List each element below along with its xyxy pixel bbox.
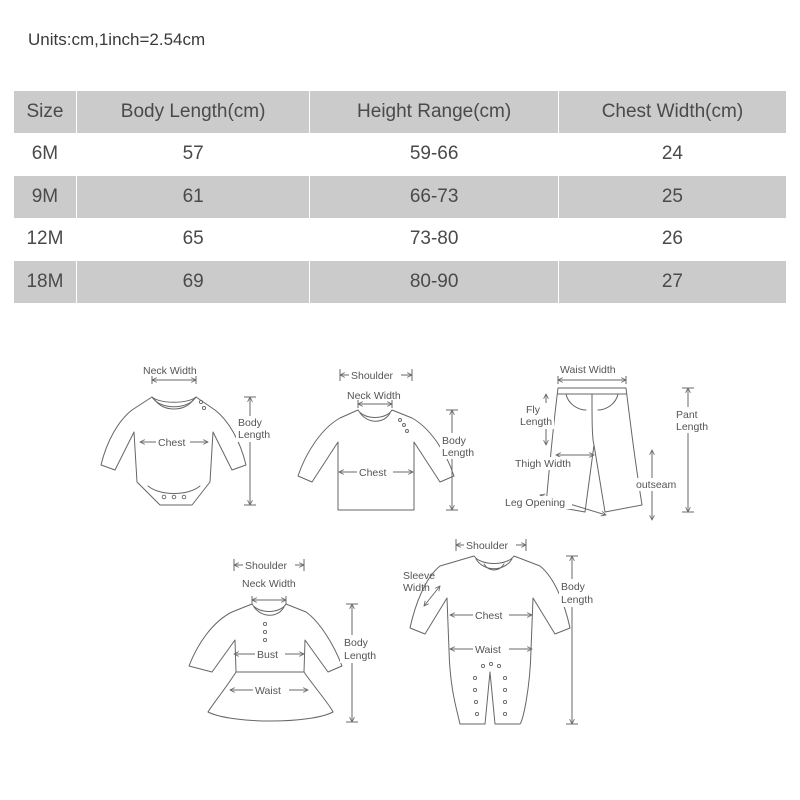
shirt-outline <box>298 410 454 510</box>
table-header-row <box>14 91 786 133</box>
label-neck-width: Neck Width <box>347 390 401 402</box>
label-chest: Chest <box>158 437 186 449</box>
table-row <box>14 176 786 219</box>
label-bust: Bust <box>257 649 279 661</box>
label-body-length: Body <box>442 435 466 447</box>
cell-size: 6M <box>31 143 59 165</box>
table-row <box>14 218 786 261</box>
label-neck-width: Neck Width <box>143 365 197 377</box>
cell-size: 12M <box>26 228 64 250</box>
units-note: Units:cm,1inch=2.54cm <box>28 30 206 49</box>
label-fly-length: Fly <box>526 404 540 416</box>
table-row <box>14 261 786 304</box>
label-chest: Chest <box>359 467 387 479</box>
cell-height-range: 66-73 <box>310 176 558 219</box>
label-sleeve-width: Sleeve <box>403 570 436 582</box>
label-shoulder: Shoulder <box>245 560 288 572</box>
header-height-range: Height Range(cm) <box>310 91 558 133</box>
label-body-length: Body <box>561 581 585 593</box>
label-chest: Chest <box>475 610 503 622</box>
cell-body-length: 57 <box>76 133 309 176</box>
cell-height-range: 80-90 <box>310 261 558 304</box>
shirt-diagram <box>298 368 480 510</box>
dress-diagram <box>189 558 382 722</box>
label-waist: Waist <box>475 644 501 656</box>
label-body-length: Body <box>344 637 368 649</box>
label-waist-width: Waist Width <box>560 364 616 376</box>
label-fly-length-2: Length <box>520 416 553 428</box>
pants-diagram <box>504 364 714 520</box>
cell-chest-width: 27 <box>558 261 786 304</box>
measurement-diagrams <box>0 340 800 800</box>
label-outseam: outseam <box>636 479 677 491</box>
label-shoulder: Shoulder <box>351 370 394 382</box>
cell-body-length: 61 <box>76 176 309 219</box>
romper-diagram <box>403 538 601 724</box>
label-sleeve-width-2: Width <box>403 582 430 594</box>
label-body-length-2: Length <box>561 594 594 606</box>
label-pant-length: Pant <box>676 409 698 421</box>
cell-height-range: 59-66 <box>310 133 558 176</box>
cell-chest-width: 26 <box>558 218 786 261</box>
cell-height-range: 73-80 <box>310 218 558 261</box>
label-leg-opening: Leg Opening <box>505 497 566 509</box>
cell-chest-width: 24 <box>558 133 786 176</box>
bodysuit-diagram <box>101 365 276 505</box>
label-thigh-width: Thigh Width <box>515 458 572 470</box>
size-chart-table <box>14 91 786 303</box>
cell-chest-width: 25 <box>558 176 786 219</box>
label-body-length-2: Length <box>344 650 377 662</box>
label-neck-width: Neck Width <box>242 578 296 590</box>
cell-size: 18M <box>14 261 76 304</box>
label-waist: Waist <box>255 685 281 697</box>
header-body-length: Body Length(cm) <box>76 91 309 133</box>
cell-body-length: 69 <box>76 261 309 304</box>
label-body-length: Body <box>238 417 262 429</box>
label-shoulder: Shoulder <box>466 540 509 552</box>
table-row <box>14 133 786 176</box>
dress-outline <box>189 604 342 721</box>
cell-body-length: 65 <box>76 218 309 261</box>
label-body-length-2: Length <box>442 447 475 459</box>
bodysuit-outline <box>101 397 246 505</box>
label-pant-length-2: Length <box>676 421 709 433</box>
pants-outline <box>546 388 642 512</box>
label-body-length-2: Length <box>238 429 271 441</box>
cell-size: 9M <box>14 176 76 219</box>
header-chest-width: Chest Width(cm) <box>558 91 786 133</box>
header-size: Size <box>14 91 76 133</box>
